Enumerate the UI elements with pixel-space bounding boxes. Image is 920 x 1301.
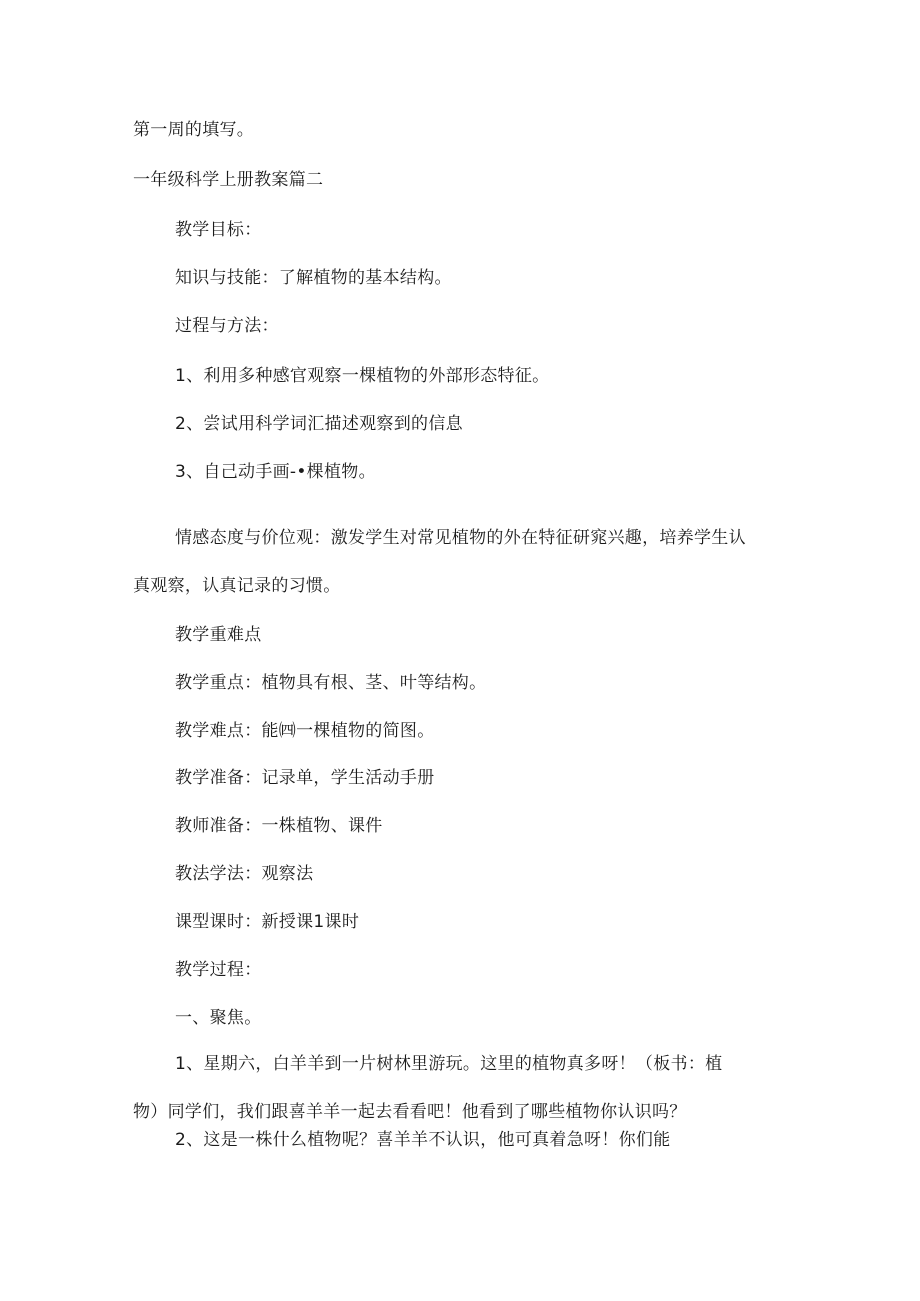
text-line: 教法学法：观察法 [175,864,314,884]
text-line: 课型课时：新授课1课时 [175,912,360,932]
text-line: 过程与方法： [175,316,279,336]
list-item: 2、这是一株什么植物呢？喜羊羊不认识，他可真着急呀！你们能 [175,1130,671,1150]
text-line: 知识与技能：了解植物的基本结构。 [175,268,452,288]
text-line: 教学准备：记录单，学生活动手册 [175,768,435,788]
list-item: 1、利用多种感官观察一棵植物的外部形态特征。 [175,366,550,386]
text-line: 教师准备：一株植物、课件 [175,816,383,836]
text-line: 第一周的填写。 [133,120,255,140]
text-line: 教学重点：植物具有根、茎、叶等结构。 [175,673,487,693]
list-item: 2、尝试用科学词汇描述观察到的信息 [175,414,463,434]
text-line: 教学难点：能㈣一棵植物的简图。 [175,721,435,741]
text-line: 一、聚焦。 [175,1008,262,1028]
text-line: 教学重难点 [175,625,262,645]
section-heading: 一年级科学上册教案篇二 [133,170,324,190]
list-item: 3、自己动手画-•棵植物。 [175,462,376,482]
text-line: 教学过程： [175,960,262,980]
text-line: 教学目标： [175,220,262,240]
text-line: 物）同学们，我们跟喜羊羊一起去看看吧！他看到了哪些植物你认识吗？ [133,1102,687,1122]
text-line: 情感态度与价位观：激发学生对常见植物的外在特征研窕兴趣，培养学生认 [175,528,746,548]
text-line: 真观察，认真记录的习惯。 [133,576,341,596]
list-item: 1、星期六，白羊羊到一片树林里游玩。这里的植物真多呀！（板书：植 [175,1054,723,1074]
